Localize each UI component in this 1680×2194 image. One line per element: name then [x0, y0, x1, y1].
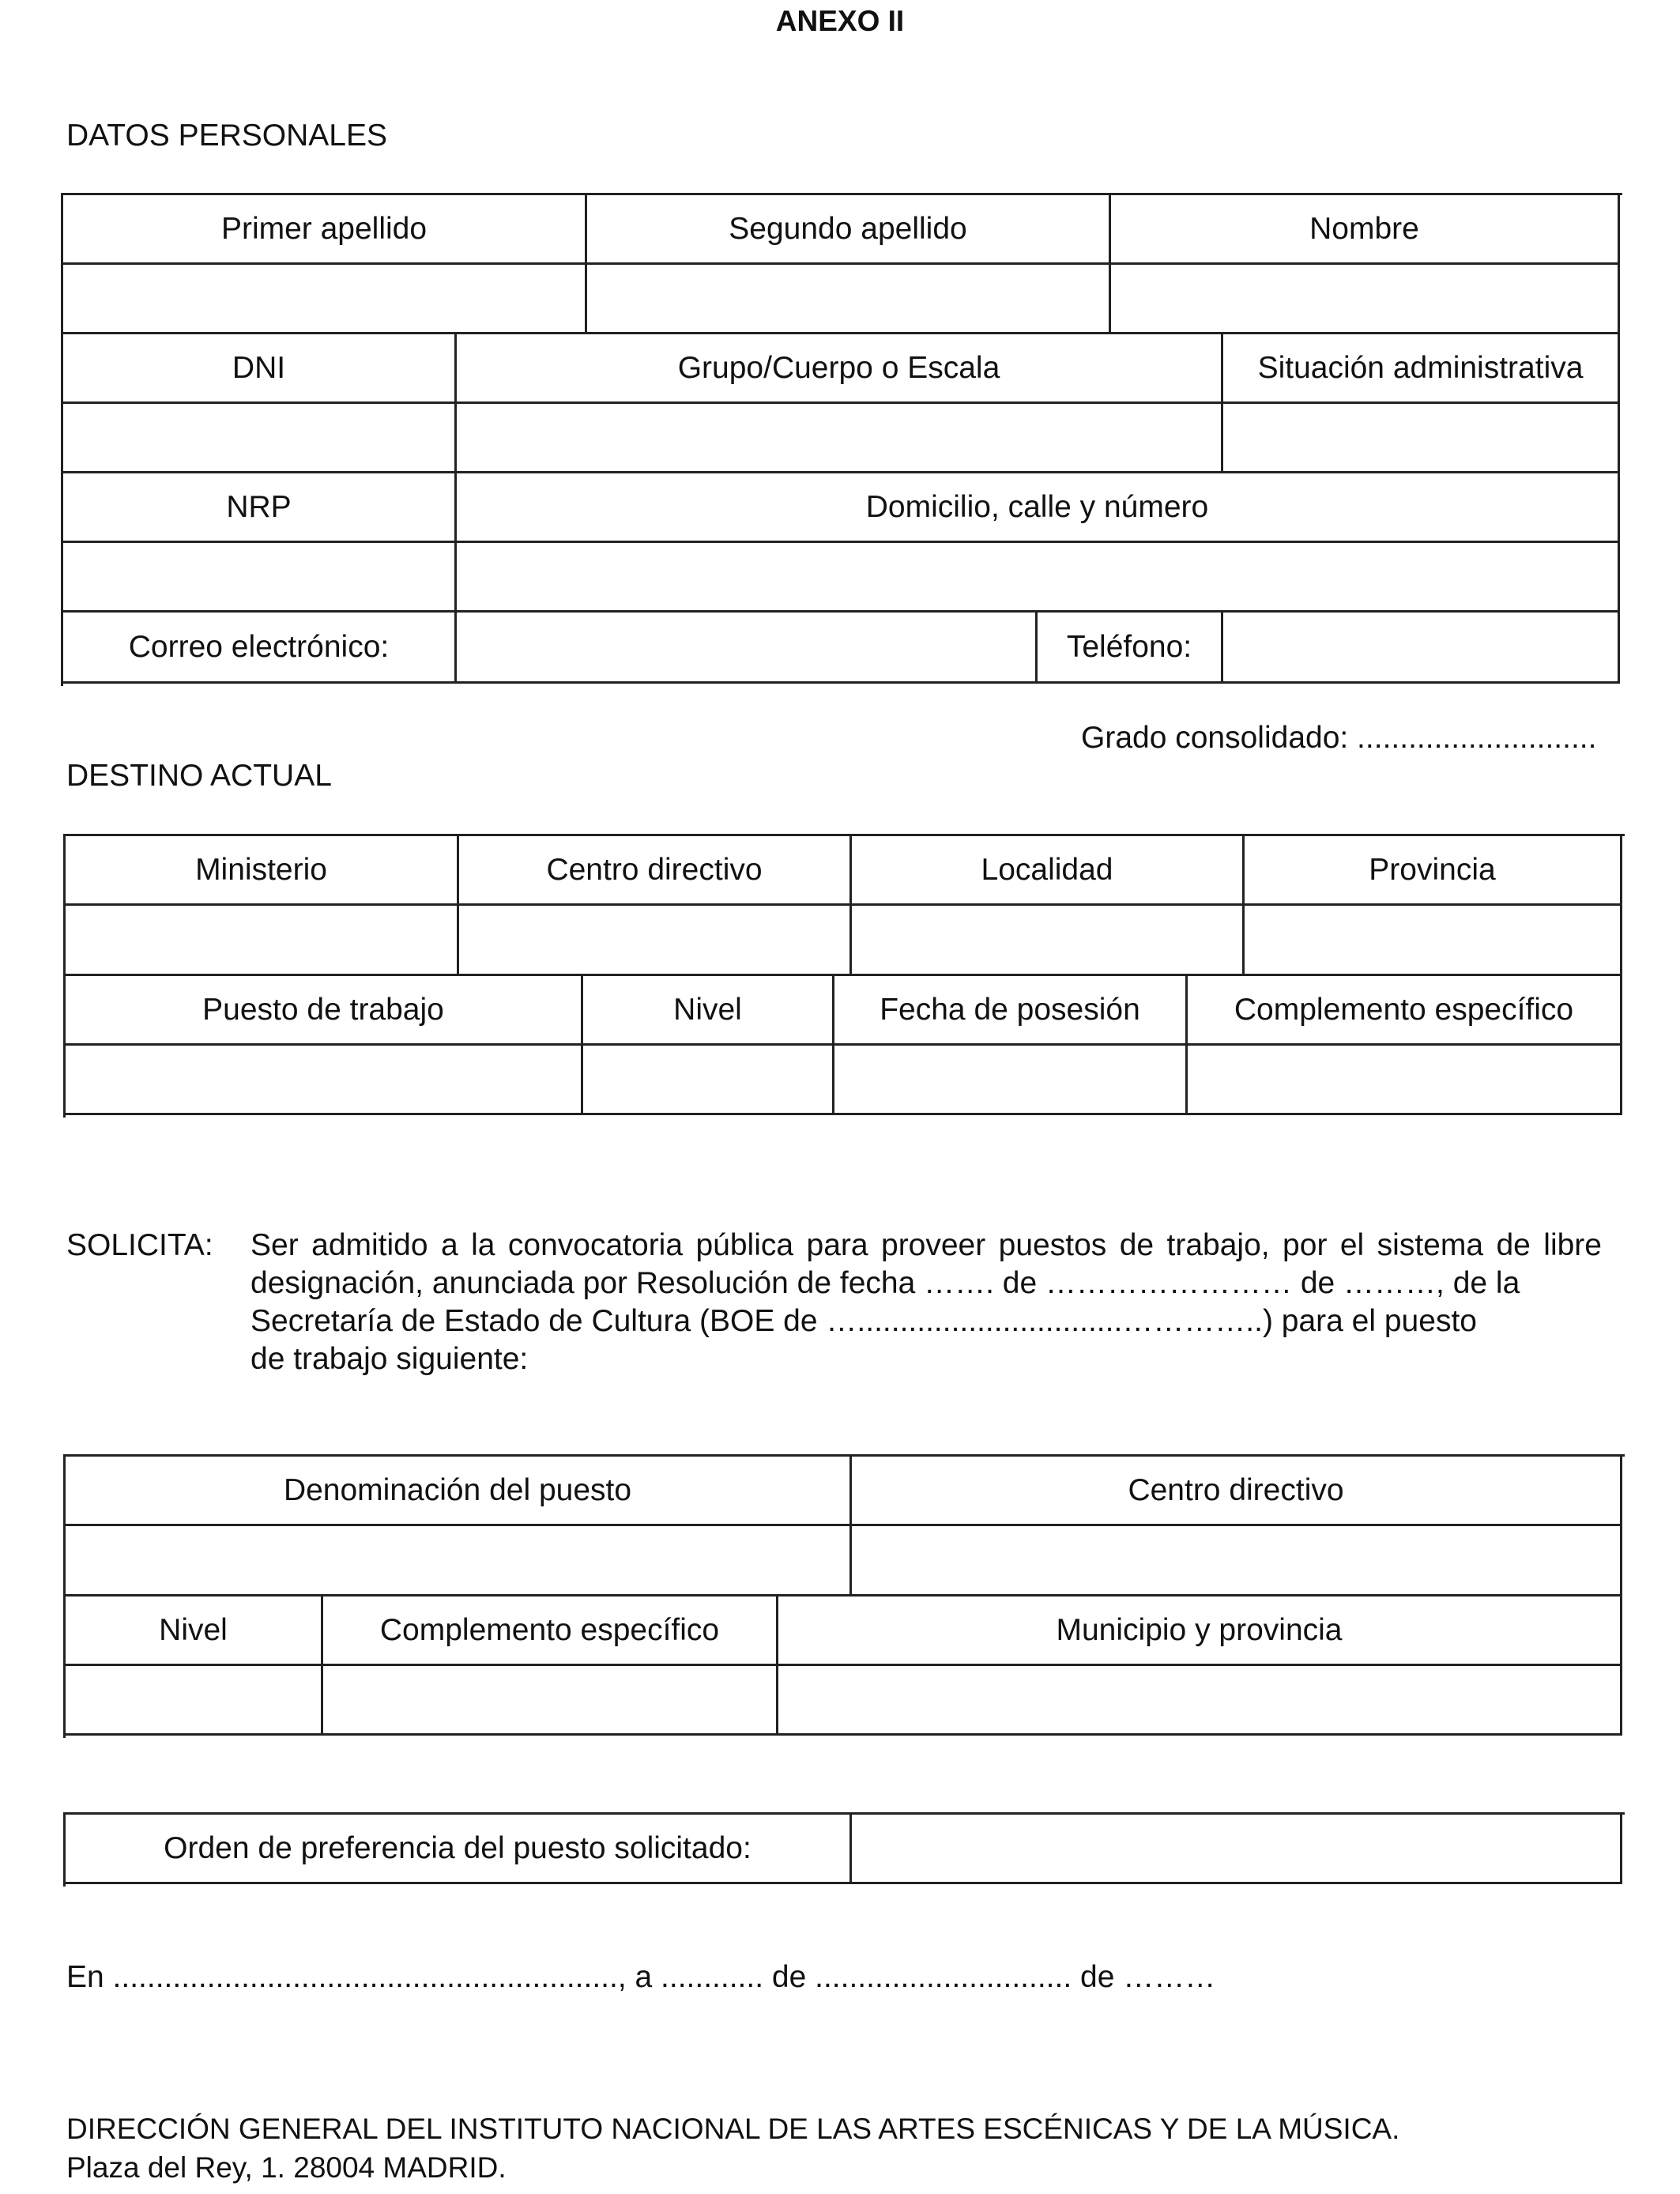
- centro-directivo-field[interactable]: [459, 906, 852, 976]
- correo-field[interactable]: [457, 613, 1038, 684]
- nombre-field[interactable]: [1111, 265, 1620, 334]
- telefono-field[interactable]: [1223, 613, 1620, 684]
- fecha-line: En ..........................................................., a ............ de .............................. de ………: [66, 1960, 1216, 1994]
- primer-apellido-label: Primer apellido: [63, 195, 587, 265]
- puesto-label: Puesto de trabajo: [66, 976, 583, 1046]
- telefono-label: Teléfono:: [1038, 613, 1223, 684]
- domicilio-field[interactable]: [457, 543, 1620, 613]
- grado-consolidado: Grado consolidado: ............................: [1081, 721, 1597, 755]
- puesto-solicitado-table: [63, 1454, 1625, 1738]
- solicitado-centro-label: Centro directivo: [852, 1457, 1622, 1526]
- footer-line-1: DIRECCIÓN GENERAL DEL INSTITUTO NACIONAL DE LAS ARTES ESCÉNICAS Y DE LA MÚSICA.: [66, 2113, 1400, 2145]
- grupo-field[interactable]: [457, 404, 1223, 473]
- dni-label: DNI: [63, 334, 457, 404]
- solicita-line-1: Ser admitido a la convocatoria pública para proveer puestos de trabajo, por el sistema de libre: [250, 1228, 1602, 1262]
- localidad-label: Localidad: [852, 836, 1245, 906]
- solicita-label: SOLICITA:: [66, 1228, 213, 1262]
- provincia-field[interactable]: [1245, 906, 1622, 976]
- solicita-line-2: designación, anunciada por Resolución de fecha ……. de …………………… de ………, de la: [250, 1266, 1520, 1300]
- nivel-label: Nivel: [583, 976, 834, 1046]
- footer-line-2: Plaza del Rey, 1. 28004 MADRID.: [66, 2151, 507, 2184]
- destino-actual-table: [63, 834, 1625, 1118]
- ministerio-label: Ministerio: [66, 836, 459, 906]
- nrp-field[interactable]: [63, 543, 457, 613]
- denominacion-field[interactable]: [66, 1526, 852, 1596]
- solicitado-complemento-field[interactable]: [323, 1666, 778, 1736]
- ministerio-field[interactable]: [66, 906, 459, 976]
- solicita-line-4: de trabajo siguiente:: [250, 1342, 529, 1376]
- datos-personales-table: [61, 193, 1622, 686]
- denominacion-label: Denominación del puesto: [66, 1457, 852, 1526]
- localidad-field[interactable]: [852, 906, 1245, 976]
- nrp-label: NRP: [63, 473, 457, 543]
- solicitado-centro-field[interactable]: [852, 1526, 1622, 1596]
- solicita-text: [250, 1227, 1602, 1378]
- segundo-apellido-label: Segundo apellido: [587, 195, 1111, 265]
- situacion-field[interactable]: [1223, 404, 1620, 473]
- complemento-field[interactable]: [1188, 1046, 1622, 1115]
- primer-apellido-field[interactable]: [63, 265, 587, 334]
- dni-field[interactable]: [63, 404, 457, 473]
- puesto-field[interactable]: [66, 1046, 583, 1115]
- destino-actual-heading: DESTINO ACTUAL: [66, 759, 332, 793]
- situacion-label: Situación administrativa: [1223, 334, 1620, 404]
- grupo-label: Grupo/Cuerpo o Escala: [457, 334, 1223, 404]
- nombre-label: Nombre: [1111, 195, 1620, 265]
- page-title: ANEXO II: [775, 5, 905, 37]
- orden-label: Orden de preferencia del puesto solicitado:: [66, 1815, 852, 1884]
- centro-directivo-label: Centro directivo: [459, 836, 852, 906]
- municipio-field[interactable]: [778, 1666, 1622, 1736]
- solicitado-nivel-label: Nivel: [66, 1596, 323, 1666]
- solicitado-complemento-label: Complemento específico: [323, 1596, 778, 1666]
- orden-field[interactable]: [852, 1815, 1622, 1884]
- segundo-apellido-field[interactable]: [587, 265, 1111, 334]
- orden-table: [63, 1812, 1625, 1887]
- nivel-field[interactable]: [583, 1046, 834, 1115]
- domicilio-label: Domicilio, calle y número: [457, 473, 1620, 543]
- municipio-label: Municipio y provincia: [778, 1596, 1622, 1666]
- fecha-posesion-field[interactable]: [834, 1046, 1188, 1115]
- solicitado-nivel-field[interactable]: [66, 1666, 323, 1736]
- datos-personales-heading: DATOS PERSONALES: [66, 119, 388, 153]
- correo-label: Correo electrónico:: [63, 613, 457, 684]
- complemento-label: Complemento específico: [1188, 976, 1622, 1046]
- solicita-line-3: Secretaría de Estado de Cultura (BOE de …...............................…………..) para el puesto: [250, 1304, 1477, 1338]
- fecha-posesion-label: Fecha de posesión: [834, 976, 1188, 1046]
- provincia-label: Provincia: [1245, 836, 1622, 906]
